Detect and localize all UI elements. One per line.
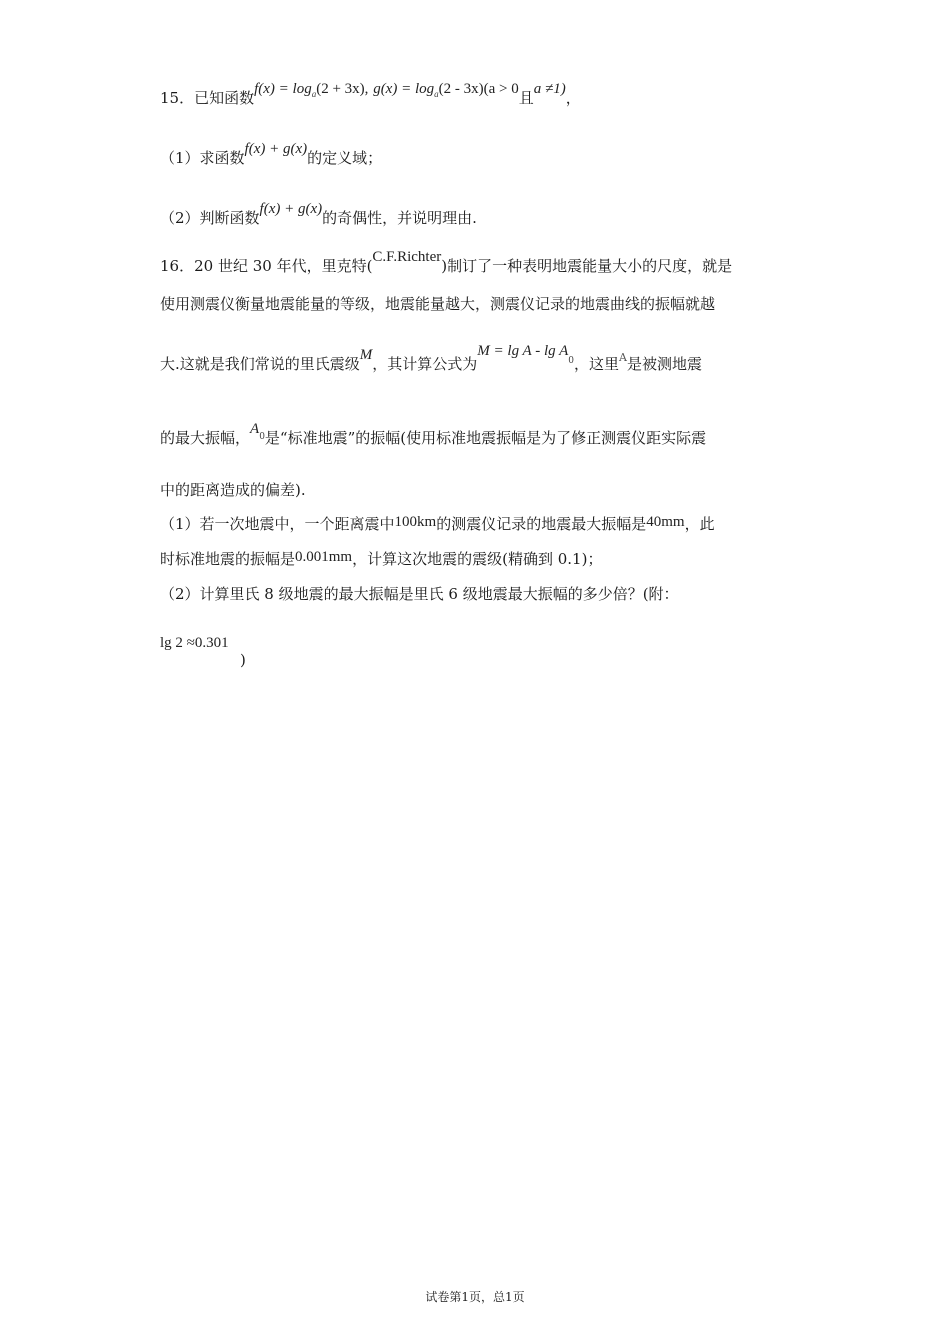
q15-p1-text: 的定义域； <box>307 149 383 167</box>
q16-line-2: 使用测震仪衡量地震能量的等级，地震能量越大，测震仪记录的地震曲线的振幅就越 <box>160 295 716 313</box>
q15-formula-f: f(x) = log <box>254 81 312 97</box>
q16-p1-e: ，计算这次地震的震级(精确到 0.1)； <box>352 550 603 568</box>
q15-line-1 <box>160 81 581 110</box>
q16-A: A <box>619 351 627 364</box>
q16-lg2 <box>160 632 229 653</box>
q16-line-4 <box>160 421 707 451</box>
q16-amp: 40mm <box>646 514 685 530</box>
q16-A0: A <box>250 421 260 437</box>
q16-dist: 100km <box>394 514 437 530</box>
q16-line1-b: )制订了一种表明地震能量大小的尺度，就是 <box>441 257 733 275</box>
q16-part-1-line-2 <box>160 549 602 570</box>
q15-base-g: a <box>434 89 439 99</box>
q16-line3-a: 大.这就是我们常说的里氏震级 <box>160 355 360 373</box>
q15-and: 且 <box>518 89 534 107</box>
q15-part-1 <box>160 141 383 169</box>
q15-formula-g: g(x) = log <box>373 81 435 97</box>
q16-p1-a: （1）若一次地震中，一个距离震中 <box>160 515 395 533</box>
q15-formula-f-arg: (2 + 3x), <box>316 81 369 97</box>
q15-p2-label: （2）判断函数 <box>160 209 260 227</box>
q15-end: ， <box>565 89 581 107</box>
q16-p1-c: ，此 <box>684 515 715 533</box>
q16-line3-d: 是被测地震 <box>626 355 702 373</box>
q15-formula-g-arg: (2 - 3x)(a > 0 <box>438 81 519 97</box>
q16-formula-sub: 0 <box>568 356 574 366</box>
q16-M: M <box>359 347 373 363</box>
q15-base-f: a <box>311 89 317 99</box>
q16-richter: C.F.Richter <box>372 249 442 265</box>
q15-p2-formula: f(x) + g(x) <box>259 201 323 217</box>
q15-p1-formula: f(x) + g(x) <box>244 141 308 157</box>
page-footer: 试卷第1页，总1页 <box>425 1290 525 1304</box>
q16-line-5: 中的距离造成的偏差). <box>160 481 306 499</box>
q16-line3-b: ，其计算公式为 <box>372 355 478 373</box>
q16-line4-a: 的最大振幅， <box>160 429 251 447</box>
q15-part-2 <box>160 201 477 229</box>
q16-line-3 <box>160 343 702 377</box>
q16-A0-sub: 0 <box>259 432 265 442</box>
q16-line4-b: 是“标准地震”的振幅(使用标准地震振幅是为了修正测震仪距实际震 <box>264 429 707 447</box>
q16-line3-c: ，这里 <box>574 355 620 373</box>
q15-p1-label: （1）求函数 <box>160 149 245 167</box>
q15-cond: a ≠1) <box>533 81 566 97</box>
q15-intro: 15．已知函数 <box>160 89 255 107</box>
q16-std: 0.001mm <box>295 549 353 565</box>
q16-close-paren: ) <box>240 651 246 669</box>
q16-lg2-value: lg 2 ≈0.301 <box>160 635 229 651</box>
q16-line1-a: 16．20 世纪 30 年代，里克特( <box>160 257 373 275</box>
q16-part-2: （2）计算里氏 8 级地震的最大振幅是里氏 6 级地震最大振幅的多少倍？(附： <box>160 585 679 603</box>
q16-p1-d: 时标准地震的振幅是 <box>160 550 296 568</box>
q16-line-1 <box>160 249 733 277</box>
q16-part-1-line-1 <box>160 514 715 535</box>
q16-p1-b: 的测震仪记录的地震最大振幅是 <box>436 515 647 533</box>
q16-formula: M = lg A - lg A <box>477 343 569 359</box>
q15-p2-text: 的奇偶性，并说明理由. <box>322 209 477 227</box>
